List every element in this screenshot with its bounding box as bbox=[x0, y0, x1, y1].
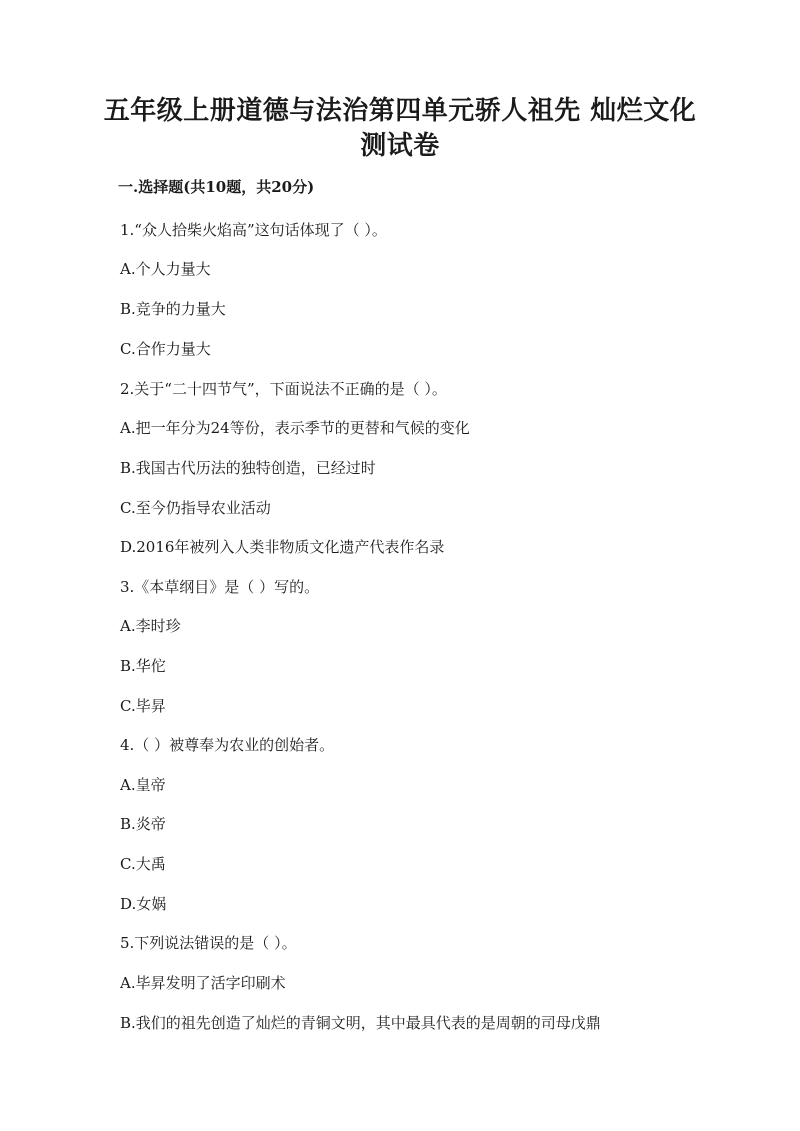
question-2-option-b: B.我国古代历法的独特创造，已经过时 bbox=[120, 459, 376, 477]
question-4-option-b: B.炎帝 bbox=[120, 815, 166, 833]
page-title-line-1: 五年级上册道德与法治第四单元骄人祖先 灿烂文化 bbox=[103, 96, 697, 126]
question-3-option-b: B.华佗 bbox=[120, 657, 166, 675]
question-1-stem: 1.“众人拾柴火焰高”这句话体现了（ ）。 bbox=[120, 221, 387, 239]
question-4-stem: 4.（ ）被尊奉为农业的创始者。 bbox=[120, 736, 335, 754]
question-5-option-a: A.毕昇发明了活字印刷术 bbox=[120, 974, 286, 992]
question-3-option-a: A.李时珍 bbox=[120, 617, 181, 635]
question-1-option-a: A.个人力量大 bbox=[120, 260, 211, 278]
question-5-option-b: B.我们的祖先创造了灿烂的青铜文明，其中最具代表的是周朝的司母戊鼎 bbox=[120, 1014, 601, 1032]
question-1-option-b: B.竞争的力量大 bbox=[120, 300, 226, 318]
question-3-option-c: C.毕昇 bbox=[120, 697, 166, 715]
question-2-stem: 2.关于“二十四节气”，下面说法不正确的是（ ）。 bbox=[120, 380, 447, 398]
question-5-stem: 5.下列说法错误的是（ ）。 bbox=[120, 934, 297, 952]
question-4-option-a: A.皇帝 bbox=[120, 776, 166, 794]
question-2-option-d: D.2016年被列入人类非物质文化遗产代表作名录 bbox=[120, 538, 445, 556]
question-2-option-a: A.把一年分为24等份，表示季节的更替和气候的变化 bbox=[120, 419, 470, 437]
section-heading: 一.选择题(共10题，共20分) bbox=[118, 178, 315, 196]
question-2-option-c: C.至今仍指导农业活动 bbox=[120, 499, 271, 517]
question-4-option-c: C.大禹 bbox=[120, 855, 166, 873]
page-title-line-2: 测试卷 bbox=[360, 131, 440, 161]
question-3-stem: 3.《本草纲目》是（ ）写的。 bbox=[120, 578, 320, 596]
question-4-option-d: D.女娲 bbox=[120, 895, 167, 913]
question-1-option-c: C.合作力量大 bbox=[120, 340, 211, 358]
